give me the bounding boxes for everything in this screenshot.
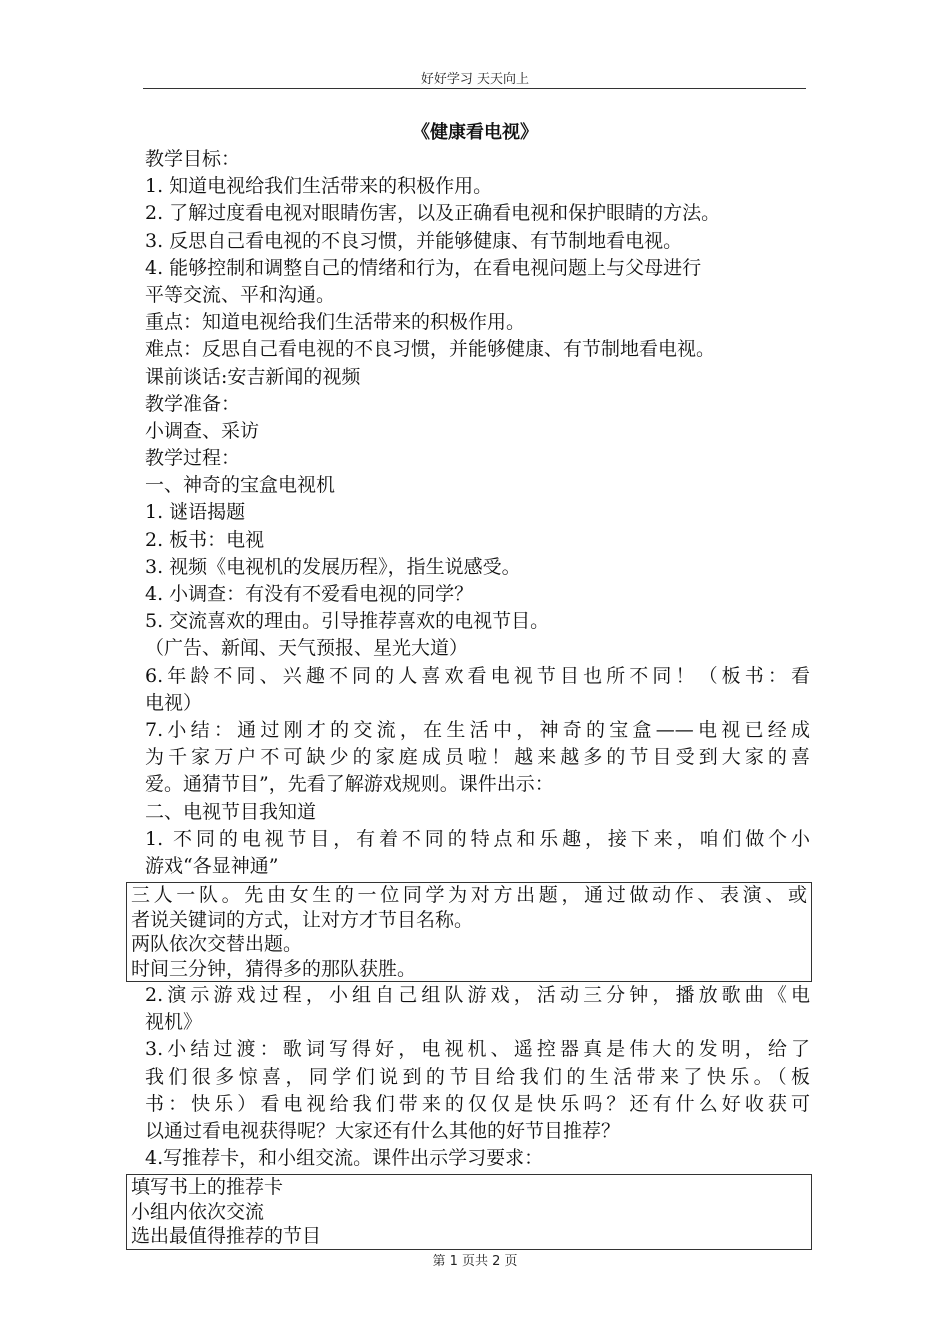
text-line: 课前谈话:安吉新闻的视频 xyxy=(145,365,361,388)
text-line: 平等交流、平和沟通。 xyxy=(145,283,336,306)
text-line: 电视） xyxy=(145,691,203,714)
text-line: 4.写推荐卡，和小组交流。课件出示学习要求： xyxy=(145,1147,544,1170)
box-line: 时间三分钟，猜得多的那队获胜。 xyxy=(131,957,417,980)
header-rule xyxy=(143,88,806,89)
text-line: 2.演示游戏过程，小组自己组队游戏，活动三分钟，播放歌曲《电 xyxy=(145,984,810,1007)
text-line: 1. 知道电视给我们生活带来的积极作用。 xyxy=(145,175,493,198)
lesson-lines-continued xyxy=(145,982,810,1172)
header-text: 好好学习 天天向上 xyxy=(420,72,530,87)
text-line: 一、神奇的宝盒电视机 xyxy=(145,474,336,497)
text-line: 我们很多惊喜，同学们说到的节目给我们的生活带来了快乐。（板 xyxy=(145,1065,810,1088)
box-line: 小组内依次交流 xyxy=(131,1200,265,1223)
text-line: 2. 了解过度看电视对眼睛伤害，以及正确看电视和保护眼睛的方法。 xyxy=(145,202,721,225)
text-line: （广告、新闻、天气预报、星光大道） xyxy=(145,637,469,660)
box-line: 三人一队。先由女生的一位同学为对方出题，通过做动作、表演、或 xyxy=(131,884,807,907)
box-line: 选出最值得推荐的节目 xyxy=(131,1225,322,1248)
text-line: 重点：知道电视给我们生活带来的积极作用。 xyxy=(145,311,526,334)
text-line: 教学准备： xyxy=(145,392,241,415)
text-line: 游戏“各显神通” xyxy=(145,854,279,877)
box-line: 者说关键词的方式，让对方才节目名称。 xyxy=(131,908,474,931)
game-rules-box xyxy=(126,882,812,982)
text-line: 难点：反思自己看电视的不良习惯，并能够健康、有节制地看电视。 xyxy=(145,338,716,361)
text-line: 2. 板书：电视 xyxy=(145,528,265,551)
text-line: 1. 谜语揭题 xyxy=(145,501,246,524)
text-line: 3.小结过渡：歌词写得好，电视机、遥控器真是伟大的发明，给了 xyxy=(145,1038,810,1061)
text-line: 视机》 xyxy=(145,1011,203,1034)
text-line: 1. 不同的电视节目，有着不同的特点和乐趣，接下来，咱们做个小 xyxy=(145,827,810,850)
text-line: 6.年龄不同、兴趣不同的人喜欢看电视节目也所不同！（板书：看 xyxy=(145,664,810,687)
text-line: 3. 反思自己看电视的不良习惯，并能够健康、有节制地看电视。 xyxy=(145,229,683,252)
document-body xyxy=(131,146,810,1250)
box-line: 填写书上的推荐卡 xyxy=(131,1176,284,1199)
text-line: 二、电视节目我知道 xyxy=(145,800,317,823)
text-line: 以通过看电视获得呢？大家还有什么其他的好节目推荐？ xyxy=(145,1120,621,1142)
lesson-lines xyxy=(145,146,810,880)
text-line: 为千家万户不可缺少的家庭成员啦！越来越多的节目受到大家的喜 xyxy=(145,746,810,769)
text-line: 爱。通猜节目”，先看了解游戏规则。课件出示： xyxy=(145,773,554,796)
text-line: 4. 能够控制和调整自己的情绪和行为，在看电视问题上与父母进行 xyxy=(145,256,702,279)
text-line: 4. 小调查：有没有不爱看电视的同学？ xyxy=(145,583,474,605)
text-line: 3. 视频《电视机的发展历程》，指生说感受。 xyxy=(145,555,521,578)
text-line: 教学目标： xyxy=(145,148,241,170)
text-line: 5. 交流喜欢的理由。引导推荐喜欢的电视节目。 xyxy=(145,610,550,633)
text-line: 7.小结：通过刚才的交流，在生活中，神奇的宝盒——电视已经成 xyxy=(145,718,810,741)
learning-requirements-box xyxy=(126,1174,812,1250)
text-line: 小调查、采访 xyxy=(145,419,260,442)
document-title: 《健康看电视》 xyxy=(412,122,538,143)
text-line: 教学过程： xyxy=(145,447,241,470)
page-footer: 第 1 页共 2 页 xyxy=(432,1254,518,1269)
text-line: 书：快乐）看电视给我们带来的仅仅是快乐吗？还有什么好收获可 xyxy=(145,1092,810,1115)
box-line: 两队依次交替出题。 xyxy=(131,933,303,956)
